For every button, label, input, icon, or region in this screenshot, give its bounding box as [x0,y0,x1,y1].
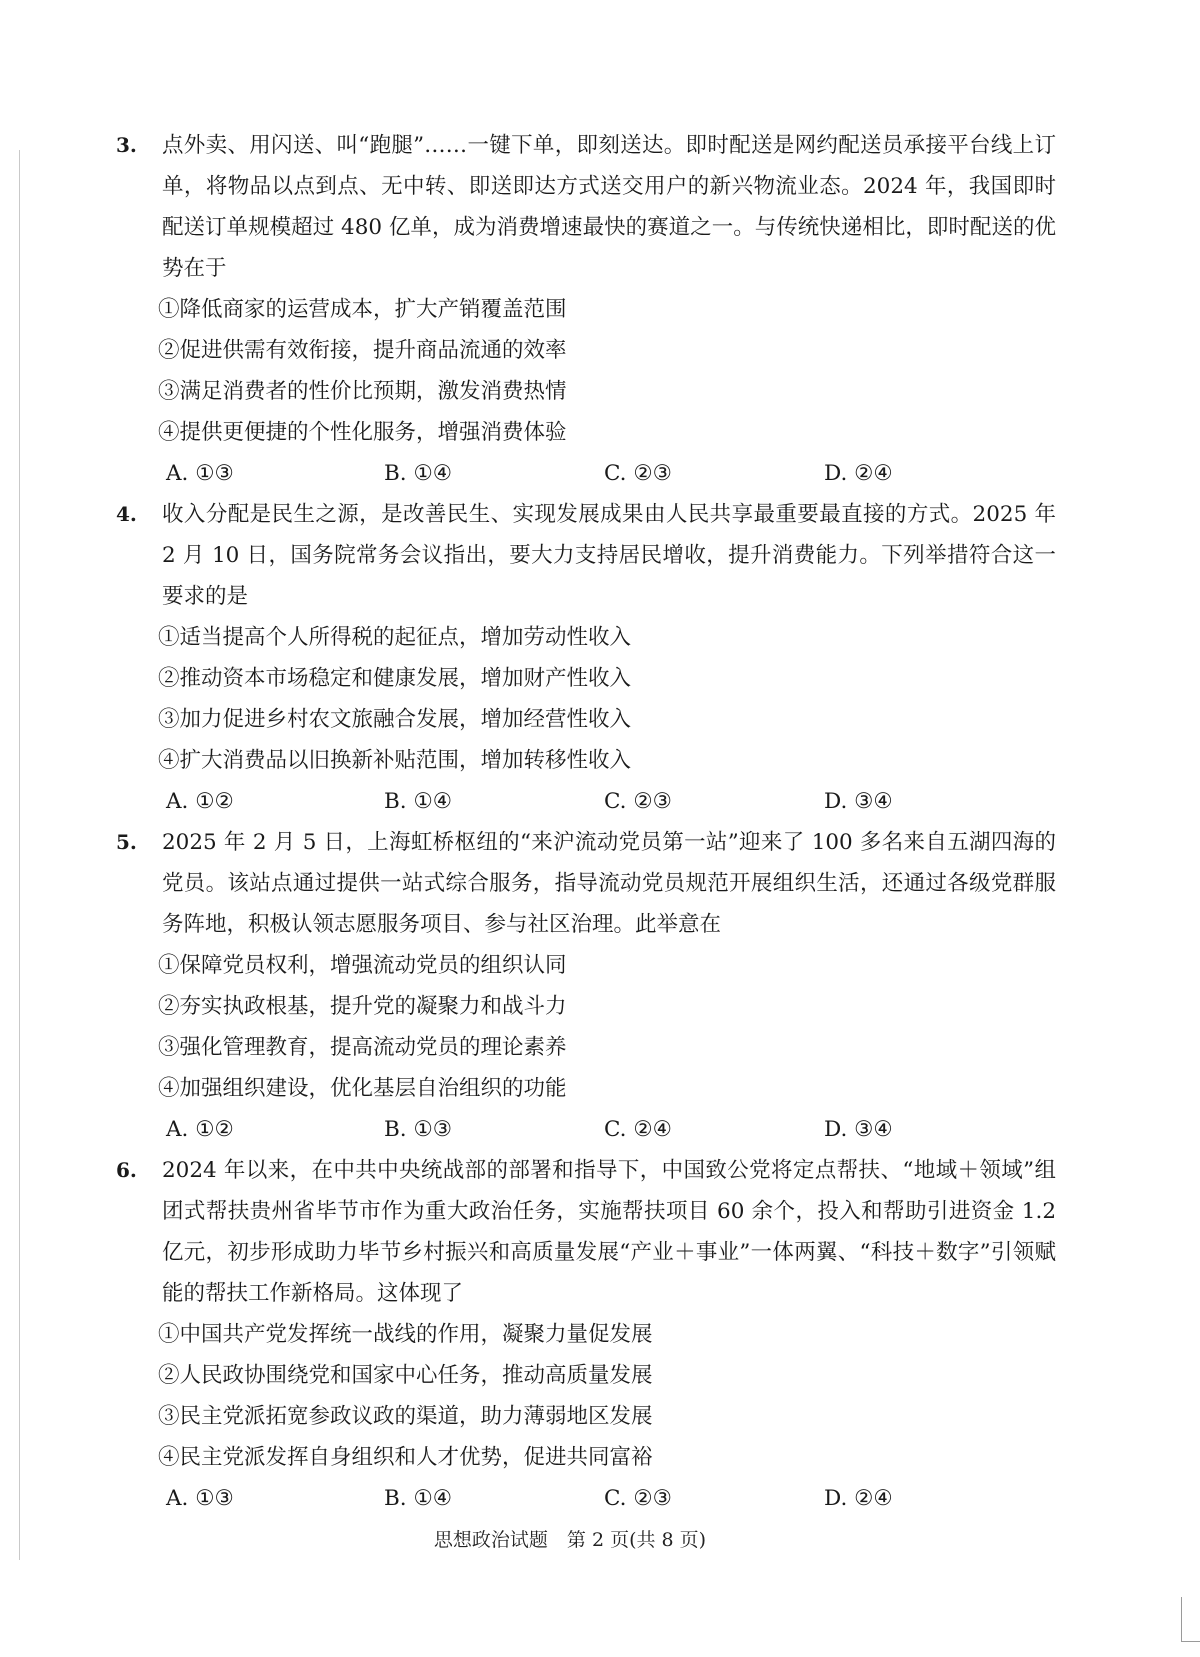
choice-d: D. ③④ [824,1117,893,1142]
corner-crop-mark [1181,1641,1200,1642]
choice-d: D. ③④ [824,789,893,814]
question-number: 5. [116,830,137,854]
choice-a: A. ①② [166,789,234,814]
statement-1: ①降低商家的运营成本，扩大产销覆盖范围 [158,297,567,322]
question-3 [116,125,1056,494]
answer-choices [116,1109,1056,1150]
choice-a: A. ①② [166,1117,234,1142]
question-stem [116,125,1056,289]
statement-2: ②推动资本市场稳定和健康发展，增加财产性收入 [158,666,632,691]
corner-crop-mark [1181,1597,1182,1642]
choice-b: B. ①④ [384,789,453,814]
choice-c: C. ②④ [604,1117,672,1142]
question-text: 点外卖、用闪送、叫“跑腿”……一键下单，即刻送达。即时配送是网约配送员承接平台线上订单，将物品以点到点、无中转、即送即达方式送交用户的新兴物流业态。2024 年，我国即时配送订单规模超过 480 亿单，成为消费增速最快的赛道之一。与传统快递相比，即时配送的优势在于 [162,133,1056,281]
statement-3: ③强化管理教育，提高流动党员的理论素养 [158,1035,567,1060]
choice-b: B. ①④ [384,1486,453,1511]
statement-4: ④扩大消费品以旧换新补贴范围，增加转移性收入 [158,748,632,773]
choice-a: A. ①③ [166,461,234,486]
question-number: 4. [116,502,137,526]
page-footer: 思想政治试题 第 2 页(共 8 页) [433,1529,707,1551]
statement-1: ①中国共产党发挥统一战线的作用，凝聚力量促发展 [158,1322,653,1347]
statement-2: ②人民政协围绕党和国家中心任务，推动高质量发展 [158,1363,653,1388]
statement-4: ④提供更便捷的个性化服务，增强消费体验 [158,420,567,445]
statement-2: ②促进供需有效衔接，提升商品流通的效率 [158,338,567,363]
statement-4: ④民主党派发挥自身组织和人才优势，促进共同富裕 [158,1445,653,1470]
question-list [116,125,1056,1519]
question-number: 3. [116,133,137,157]
choice-c: C. ②③ [604,461,672,486]
choice-d: D. ②④ [824,1486,893,1511]
question-text: 2025 年 2 月 5 日，上海虹桥枢纽的“来沪流动党员第一站”迎来了 100 多名来自五湖四海的党员。该站点通过提供一站式综合服务，指导流动党员规范开展组织生活，还通过各级党群服务阵地，积极认领志愿服务项目、参与社区治理。此举意在 [162,830,1056,937]
choice-c: C. ②③ [604,1486,672,1511]
statement-3: ③加力促进乡村农文旅融合发展，增加经营性收入 [158,707,632,732]
answer-choices [116,453,1056,494]
question-text: 2024 年以来，在中共中央统战部的部署和指导下，中国致公党将定点帮扶、“地域＋领域”组团式帮扶贵州省毕节市作为重大政治任务，实施帮扶项目 60 余个，投入和帮助引进资金 1.2 亿元，初步形成助力毕节乡村振兴和高质量发展“产业＋事业”一体两翼、“科技＋数字”引领赋能的帮扶工作新格局。这体现了 [162,1158,1056,1306]
choice-b: B. ①③ [384,1117,453,1142]
answer-choices [116,1478,1056,1519]
question-stem [116,494,1056,617]
statement-3: ③民主党派拓宽参政议政的渠道，助力薄弱地区发展 [158,1404,653,1429]
question-number: 6. [116,1158,137,1182]
binding-line [19,150,20,1560]
statement-1: ①适当提高个人所得税的起征点，增加劳动性收入 [158,625,632,650]
answer-choices [116,781,1056,822]
statement-4: ④加强组织建设，优化基层自治组织的功能 [158,1076,567,1101]
question-stem [116,822,1056,945]
choice-a: A. ①③ [166,1486,234,1511]
choice-b: B. ①④ [384,461,453,486]
choice-c: C. ②③ [604,789,672,814]
question-6 [116,1150,1056,1519]
statement-2: ②夯实执政根基，提升党的凝聚力和战斗力 [158,994,567,1019]
question-4 [116,494,1056,822]
choice-d: D. ②④ [824,461,893,486]
question-5 [116,822,1056,1150]
question-stem [116,1150,1056,1314]
statement-3: ③满足消费者的性价比预期，激发消费热情 [158,379,567,404]
statement-1: ①保障党员权利，增强流动党员的组织认同 [158,953,567,978]
question-text: 收入分配是民生之源，是改善民生、实现发展成果由人民共享最重要最直接的方式。2025 年 2 月 10 日，国务院常务会议指出，要大力支持居民增收，提升消费能力。下列举措符合这一要求的是 [162,502,1056,609]
